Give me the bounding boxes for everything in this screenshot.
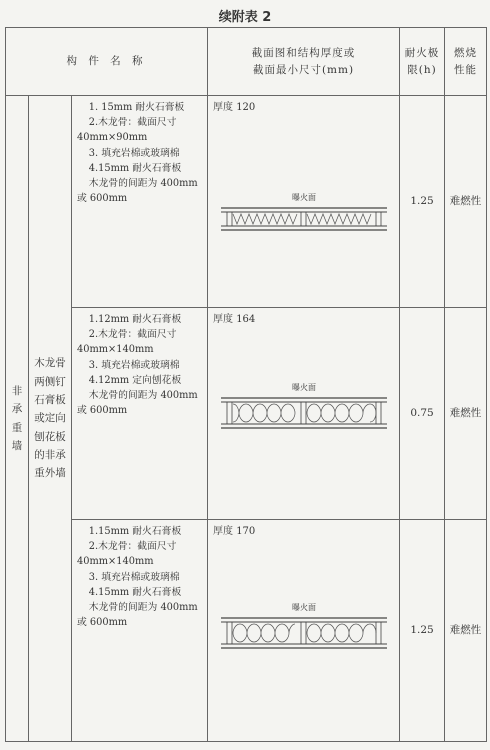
desc-item: 3. 填充岩棉或玻璃棉 (88, 571, 180, 583)
wall-section-diagram (213, 116, 395, 266)
section-diagram-cell (208, 308, 400, 520)
desc-note: 木龙骨的间距为 400mm 或 600mm (77, 601, 198, 629)
table-row (6, 96, 487, 308)
table-title: 续附表 2 (218, 10, 272, 25)
desc-item: 2.木龙骨：截面尺寸 40mm×90mm (77, 117, 177, 144)
desc-item: 1. 15mm 耐火石膏板 (88, 102, 185, 113)
combustion-value: 难燃性 (449, 407, 482, 420)
table-row (6, 308, 487, 520)
header-burn-line1: 燃烧 (454, 47, 478, 60)
wall-section-diagram (213, 328, 395, 478)
header-row (6, 28, 487, 96)
header-section-line2: 截面最小尺寸(mm) (252, 63, 355, 76)
section-diagram-cell (208, 96, 400, 308)
combustion-value: 难燃性 (449, 624, 482, 637)
combustion-cell (445, 308, 487, 520)
desc-item: 3. 填充岩棉或玻璃棉 (88, 359, 180, 371)
combustion-cell (445, 96, 487, 308)
header-section-line1: 截面图和结构厚度或 (251, 47, 356, 60)
desc-item: 1.12mm 耐火石膏板 (88, 314, 182, 325)
desc-item: 3. 填充岩棉或玻璃棉 (88, 147, 180, 159)
description-cell (72, 308, 208, 520)
fire-face-label: 曝火面 (292, 382, 317, 392)
fire-limit-cell (400, 308, 445, 520)
thickness-label: 厚度 120 (213, 102, 256, 113)
fire-limit-value: 1.25 (410, 195, 434, 208)
header-combustion (445, 28, 487, 96)
wall-section-diagram (213, 540, 395, 690)
description-cell (72, 96, 208, 308)
thickness-label: 厚度 164 (213, 314, 256, 325)
desc-item: 4.12mm 定向刨花板 (88, 374, 182, 386)
fire-face-label: 曝火面 (292, 192, 317, 202)
header-section (208, 28, 400, 96)
fire-limit-cell (400, 96, 445, 308)
fire-face-label: 曝火面 (292, 602, 317, 612)
desc-item: 2.木龙骨：截面尺寸 40mm×140mm (77, 541, 177, 568)
combustion-cell (445, 520, 487, 742)
combustion-value: 难燃性 (449, 195, 482, 208)
desc-note: 木龙骨的间距为 400mm 或 600mm (77, 177, 198, 205)
desc-note: 木龙骨的间距为 400mm 或 600mm (77, 389, 198, 417)
category-label: 非承重墙 (11, 384, 23, 452)
desc-item: 2.木龙骨：截面尺寸 40mm×140mm (77, 329, 177, 356)
thickness-label: 厚度 170 (213, 526, 256, 537)
fire-resistance-table (5, 27, 487, 742)
section-diagram-cell (208, 520, 400, 742)
header-fire-line2: 限(h) (407, 63, 437, 76)
description-cell (72, 520, 208, 742)
table-row (6, 520, 487, 742)
fire-limit-value: 0.75 (410, 407, 434, 420)
desc-item: 4.15mm 耐火石膏板 (88, 162, 182, 174)
subcategory-label: 木龙骨两侧钉石膏板或定向刨花板的非承重外墙 (34, 357, 66, 480)
header-burn-line2: 性能 (454, 63, 478, 76)
header-fire-line1: 耐火极 (404, 47, 440, 60)
fire-limit-value: 1.25 (410, 624, 434, 637)
subcategory-cell (29, 96, 72, 742)
desc-item: 1.15mm 耐火石膏板 (88, 526, 182, 537)
desc-item: 4.15mm 耐火石膏板 (88, 586, 182, 598)
fire-limit-cell (400, 520, 445, 742)
header-fire-limit (400, 28, 445, 96)
header-component-label: 构 件 名 称 (66, 55, 147, 68)
category-cell (6, 96, 29, 742)
header-component (6, 28, 208, 96)
